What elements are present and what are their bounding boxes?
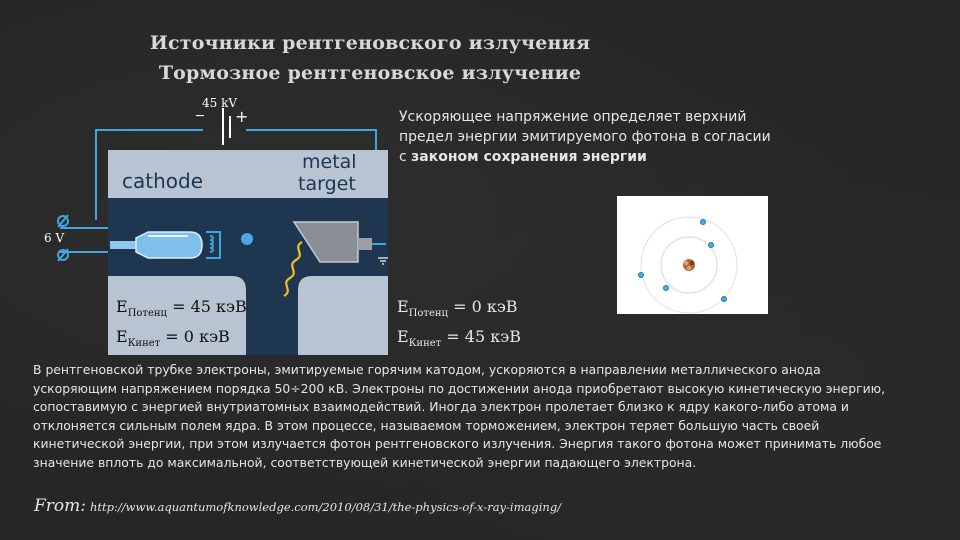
energy-kinetic-right <box>397 327 521 349</box>
body-paragraph: В рентгеновской трубке электроны, эмитируемые горячим катодом, ускоряются в направлении металлического анода ускоряющим напряжением порядка 50÷200 кВ. Электроны по достижении анода приобретают высокую кинетическую энергию, сопоставимую с энергией внутриатомных взаимодействий. Иногда электрон пролетает близко к ядру какого-либо атома и отклоняется сильным полем ядра. В этом процессе, называемом торможением, электрон теряет большую часть своей кинетической энергии, при этом излучается фотон рентгеновского излучения. Энергия такого фотона может принимать любое значение вплоть до максимальной, соответствующей кинетической энергии падающего электрона. <box>33 362 886 470</box>
energy-subscript: Кинет <box>408 338 442 350</box>
target-label-line2: target <box>298 173 356 195</box>
plus-sign: + <box>235 107 249 126</box>
xray-tube-diagram <box>40 90 400 360</box>
energy-symbol: E <box>116 297 128 316</box>
caption-bold: законом сохранения энергии <box>411 149 647 165</box>
energy-subscript: Потенц <box>408 308 448 320</box>
energy-value: = 45 кэВ <box>441 327 521 346</box>
filament-voltage-label: 6 V <box>44 231 65 245</box>
energy-subscript: Потенц <box>127 308 167 320</box>
source-link[interactable]: http://www.aquantumofknowledge.com/2010/08/31/the-physics-of-x-ray-imaging/ <box>90 500 562 514</box>
energy-potential-right <box>397 297 518 319</box>
target-label-line1: metal <box>302 151 357 173</box>
battery-icon <box>223 108 230 145</box>
energy-symbol: E <box>397 327 409 346</box>
caption-plain: Ускоряющее напряжение определяет верхний предел энергии эмитируемого фотона в согласии с <box>399 109 771 165</box>
source-label: From: <box>34 496 87 516</box>
energy-kinetic-left <box>116 327 230 349</box>
cathode-label: cathode <box>122 169 204 193</box>
energy-symbol: E <box>397 297 409 316</box>
voltage-label: 45 kV <box>202 96 238 110</box>
energy-symbol: E <box>116 327 128 346</box>
caption-text <box>399 107 779 167</box>
slide-title-line1: Источники рентгеновского излучения <box>149 32 591 54</box>
energy-subscript: Кинет <box>127 338 161 350</box>
source-line <box>34 496 561 516</box>
energy-value: = 0 кэВ <box>447 297 518 316</box>
electron-icon <box>241 233 253 245</box>
atom-illustration <box>617 196 768 314</box>
orbital-electron-icons <box>638 219 726 301</box>
nucleus-icon <box>683 259 695 271</box>
minus-sign: ─ <box>196 109 204 124</box>
energy-value: = 45 кэВ <box>166 297 247 316</box>
slide-title-line2: Тормозное рентгеновское излучение <box>158 62 582 84</box>
energy-potential-left <box>116 297 247 319</box>
energy-value: = 0 кэВ <box>160 327 230 346</box>
